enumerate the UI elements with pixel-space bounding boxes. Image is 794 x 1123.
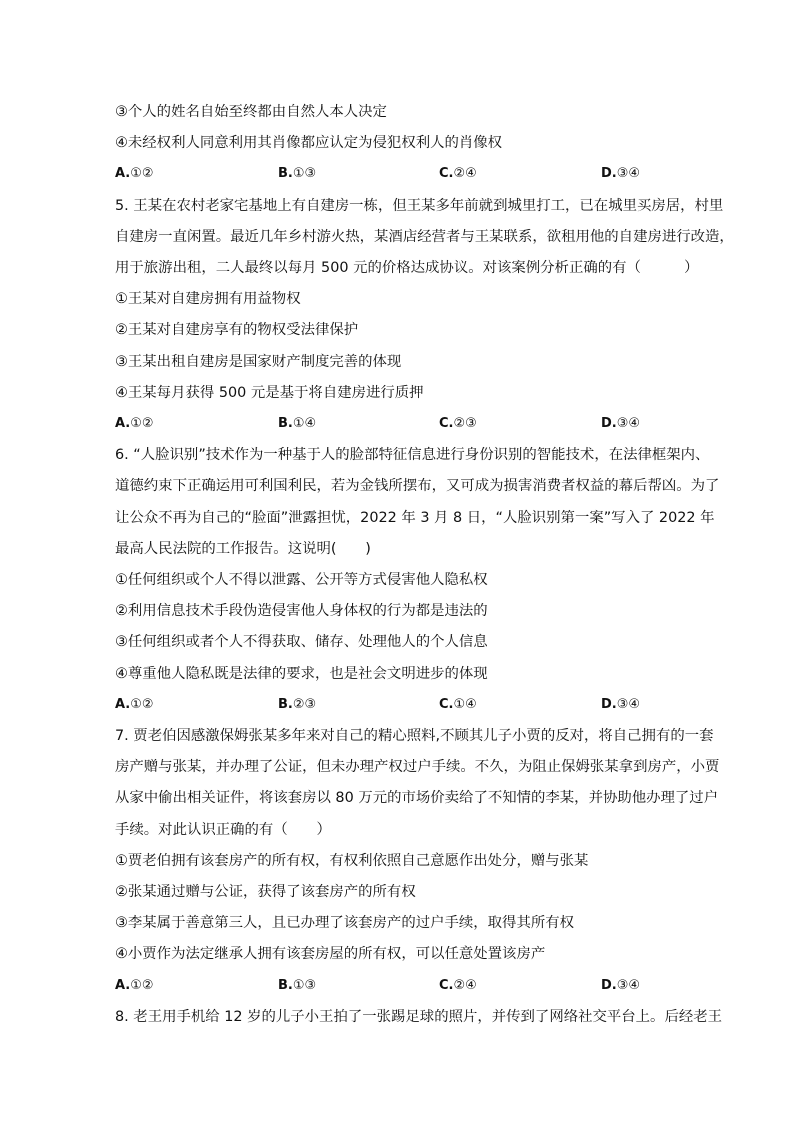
- text-line: ②张某通过赠与公证，获得了该套房产的所有权: [115, 884, 416, 900]
- answer-option: [601, 414, 640, 434]
- answer-option: [439, 414, 477, 434]
- text-line: 7. 贾老伯因感激保姆张某多年来对自己的精心照料,不顾其儿子小贾的反对，将自己拥有的一套: [115, 728, 714, 744]
- text-line: 手续。对此认识正确的有（ ）: [115, 822, 331, 838]
- option-text: ②③: [292, 697, 317, 712]
- text-line: ④未经权利人同意利用其肖像都应认定为侵犯权利人的肖像权: [115, 135, 503, 151]
- option-letter: A.: [115, 416, 131, 431]
- option-text: ①②: [130, 978, 154, 993]
- option-text: ①②: [130, 697, 154, 712]
- option-text: ②③: [453, 416, 477, 431]
- text-line: ③任何组织或者个人不得获取、储存、处理他人的个人信息: [115, 634, 488, 650]
- option-letter: C.: [439, 697, 454, 712]
- option-text: ③④: [616, 697, 641, 712]
- option-letter: B.: [278, 166, 293, 181]
- text-line: ②王某对自建房享有的物权受法律保护: [115, 322, 359, 338]
- option-text: ①④: [453, 697, 477, 712]
- answer-option: [439, 164, 477, 184]
- option-letter: B.: [278, 416, 293, 431]
- text-line: ③李某属于善意第三人，且已办理了该套房产的过户手续，取得其所有权: [115, 915, 575, 931]
- text-line: ①王某对自建房拥有用益物权: [115, 291, 301, 307]
- text-line: 从家中偷出相关证件，将该套房以 80 万元的市场价卖给了不知情的李某，并协助他办理了过户: [115, 790, 719, 806]
- answer-choices: [115, 164, 675, 184]
- option-letter: B.: [278, 978, 293, 993]
- answer-option: [601, 695, 640, 715]
- text-line: 8. 老王用手机给 12 岁的儿子小王拍了一张踢足球的照片，并传到了网络社交平台上。后经老王: [115, 1009, 723, 1025]
- answer-choices: [115, 695, 675, 715]
- option-text: ③④: [616, 416, 641, 431]
- option-letter: D.: [601, 978, 617, 993]
- option-letter: D.: [601, 166, 617, 181]
- option-text: ②④: [453, 166, 477, 181]
- answer-option: [115, 164, 154, 184]
- option-letter: A.: [115, 978, 131, 993]
- text-line: ③个人的姓名自始至终都由自然人本人决定: [115, 104, 387, 120]
- option-text: ①④: [292, 416, 317, 431]
- text-line: 用于旅游出租，二人最终以每月 500 元的价格达成协议。对该案例分析正确的有（ ）: [115, 260, 699, 276]
- answer-option: [439, 976, 477, 996]
- answer-option: [115, 414, 154, 434]
- option-letter: C.: [439, 416, 454, 431]
- option-text: ①③: [292, 166, 317, 181]
- option-letter: B.: [278, 697, 293, 712]
- text-line: 6. “人脸识别”技术作为一种基于人的脸部特征信息进行身份识别的智能技术，在法律框架内、: [115, 447, 710, 463]
- option-text: ①③: [292, 978, 317, 993]
- option-letter: C.: [439, 978, 454, 993]
- text-line: ②利用信息技术手段伪造侵害他人身体权的行为都是违法的: [115, 603, 488, 619]
- text-line: ③王某出租自建房是国家财产制度完善的体现: [115, 354, 402, 370]
- text-line: 最高人民法院的工作报告。这说明( ): [115, 541, 371, 557]
- answer-option: [115, 695, 154, 715]
- answer-option: [601, 976, 640, 996]
- option-letter: C.: [439, 166, 454, 181]
- text-line: 道德约束下正确运用可利国利民，若为金钱所摆布，又可成为损害消费者权益的幕后帮凶。为了: [115, 478, 720, 494]
- option-letter: D.: [601, 416, 617, 431]
- text-line: ④尊重他人隐私既是法律的要求，也是社会文明进步的体现: [115, 666, 488, 682]
- answer-choices: [115, 976, 675, 996]
- option-letter: D.: [601, 697, 617, 712]
- answer-option: [278, 164, 316, 184]
- option-text: ③④: [616, 978, 641, 993]
- text-line: ①贾老伯拥有该套房产的所有权，有权利依照自己意愿作出处分，赠与张某: [115, 853, 589, 869]
- text-line: 让公众不再为自己的“脸面”泄露担忧，2022 年 3 月 8 日，“人脸识别第一案”写入了 2022 年: [115, 510, 715, 526]
- option-letter: A.: [115, 166, 131, 181]
- text-line: ①任何组织或个人不得以泄露、公开等方式侵害他人隐私权: [115, 572, 488, 588]
- option-text: ①②: [130, 166, 154, 181]
- text-line: 房产赠与张某，并办理了公证，但未办理产权过户手续。不久，为阻止保姆张某拿到房产，小贾: [115, 759, 720, 775]
- text-line: 自建房一直闲置。最近几年乡村游火热，某酒店经营者与王某联系，欲租用他的自建房进行改造，: [115, 229, 734, 245]
- answer-option: [439, 695, 477, 715]
- answer-option: [278, 695, 316, 715]
- answer-option: [601, 164, 640, 184]
- option-letter: A.: [115, 697, 131, 712]
- text-line: ④王某每月获得 500 元是基于将自建房进行质押: [115, 385, 424, 401]
- option-text: ③④: [616, 166, 641, 181]
- answer-option: [278, 976, 316, 996]
- answer-option: [278, 414, 316, 434]
- option-text: ①②: [130, 416, 154, 431]
- text-line: ④小贾作为法定继承人拥有该套房屋的所有权，可以任意处置该房产: [115, 946, 546, 962]
- answer-option: [115, 976, 154, 996]
- option-text: ②④: [453, 978, 477, 993]
- text-line: 5. 王某在农村老家宅基地上有自建房一栋，但王某多年前就到城里打工，已在城里买房居，村里: [115, 198, 724, 214]
- answer-choices: [115, 414, 675, 434]
